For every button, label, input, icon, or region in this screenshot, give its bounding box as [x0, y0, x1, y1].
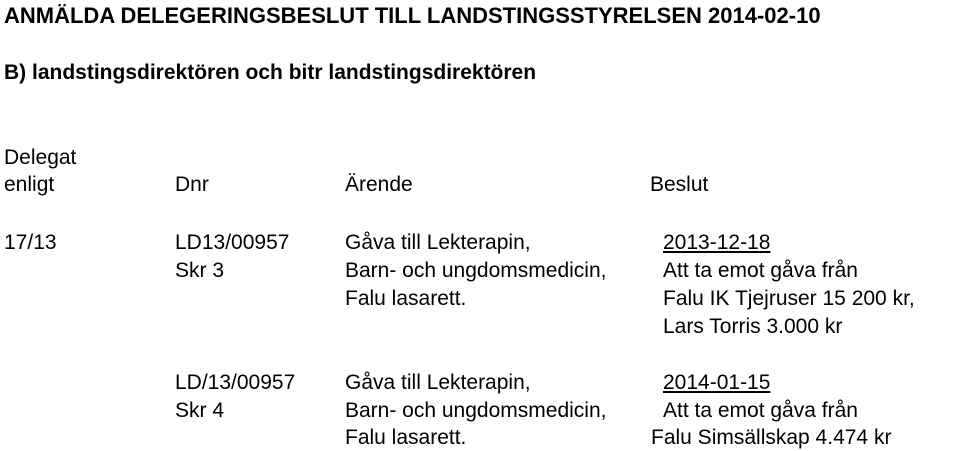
arende-line: Barn- och ungdomsmedicin, — [345, 399, 607, 422]
dnr-cell: LD13/00957 — [175, 231, 290, 254]
dnr-cell: LD/13/00957 — [175, 371, 296, 394]
beslut-line: Falu Simsällskap 4.474 kr — [651, 426, 892, 449]
column-header-beslut: Beslut — [650, 173, 709, 196]
beslut-line: Att ta emot gåva från — [663, 399, 858, 422]
column-header-arende: Ärende — [345, 173, 413, 196]
beslut-line: Att ta emot gåva från — [663, 259, 858, 282]
arende-line: Gåva till Lekterapin, — [345, 231, 531, 254]
beslut-line: Lars Torris 3.000 kr — [663, 315, 843, 338]
dnr-sub-cell: Skr 4 — [175, 399, 225, 422]
column-header-delegat: Delegat — [4, 146, 77, 169]
column-header-dnr: Dnr — [175, 173, 209, 196]
arende-line: Barn- och ungdomsmedicin, — [345, 259, 607, 282]
dnr-sub-cell: Skr 3 — [175, 259, 225, 282]
column-header-enligt: enligt — [4, 173, 55, 196]
arende-line: Falu lasarett. — [345, 287, 467, 310]
document-title: ANMÄLDA DELEGERINGSBESLUT TILL LANDSTINGSSTYRELSEN 2014-02-10 — [4, 3, 821, 28]
arende-line: Falu lasarett. — [345, 426, 467, 449]
beslut-date: 2014-01-15 — [663, 371, 771, 394]
delegat-cell: 17/13 — [4, 231, 57, 254]
beslut-line: Falu IK Tjejruser 15 200 kr, — [663, 287, 915, 310]
beslut-date: 2013-12-18 — [663, 231, 771, 254]
section-subtitle: B) landstingsdirektören och bitr landstingsdirektören — [4, 61, 537, 84]
arende-line: Gåva till Lekterapin, — [345, 371, 531, 394]
